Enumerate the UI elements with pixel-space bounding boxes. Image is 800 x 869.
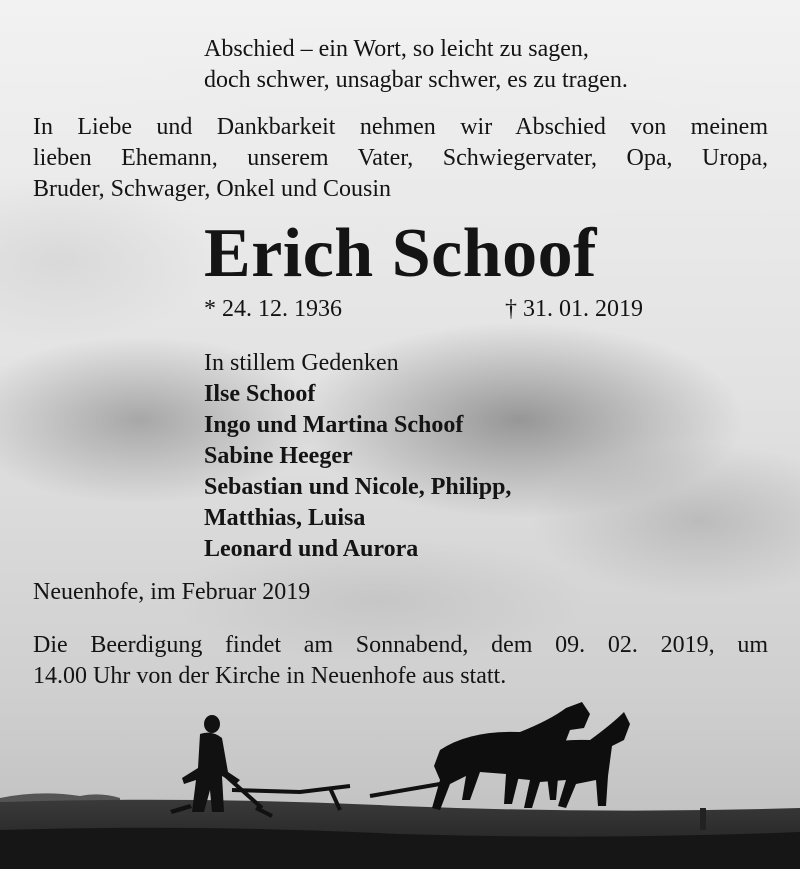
- farmer-silhouette: [170, 715, 240, 814]
- birth-date: * 24. 12. 1936: [204, 296, 342, 322]
- place-date: Neuenhofe, im Februar 2019: [33, 579, 311, 605]
- intro-text: [33, 112, 768, 205]
- horses-silhouette: [432, 702, 630, 810]
- mourners-heading: In stillem Gedenken: [204, 350, 399, 376]
- intro-line: In Liebe und Dankbarkeit nehmen wir Abschied von meinem: [33, 114, 768, 140]
- mourners-list: [204, 348, 511, 565]
- mourner-name: Matthias, Luisa: [204, 505, 366, 531]
- funeral-line: Die Beerdigung findet am Sonnabend, dem 09. 02. 2019, um: [33, 632, 768, 658]
- poem-line: Abschied – ein Wort, so leicht zu sagen,: [204, 36, 589, 62]
- field-post: [700, 808, 706, 830]
- plowing-farmer-horses-image: [0, 680, 800, 869]
- poem-line: doch schwer, unsagbar schwer, es zu tragen.: [204, 67, 628, 93]
- death-date: † 31. 01. 2019: [505, 296, 643, 322]
- intro-line: Bruder, Schwager, Onkel und Cousin: [33, 176, 392, 202]
- mourner-name: Leonard und Aurora: [204, 536, 419, 562]
- funeral-line: 14.00 Uhr von der Kirche in Neuenhofe aus statt.: [33, 663, 507, 689]
- deceased-name: Erich Schoof: [204, 215, 597, 292]
- mourner-name: Ilse Schoof: [204, 381, 316, 407]
- mourner-name: Sebastian und Nicole, Philipp,: [204, 474, 512, 500]
- mourner-name: Ingo und Martina Schoof: [204, 412, 464, 438]
- intro-line: lieben Ehemann, unserem Vater, Schwiegervater, Opa, Uropa,: [33, 145, 768, 171]
- mourner-name: Sabine Heeger: [204, 443, 353, 469]
- farewell-poem: [204, 34, 684, 96]
